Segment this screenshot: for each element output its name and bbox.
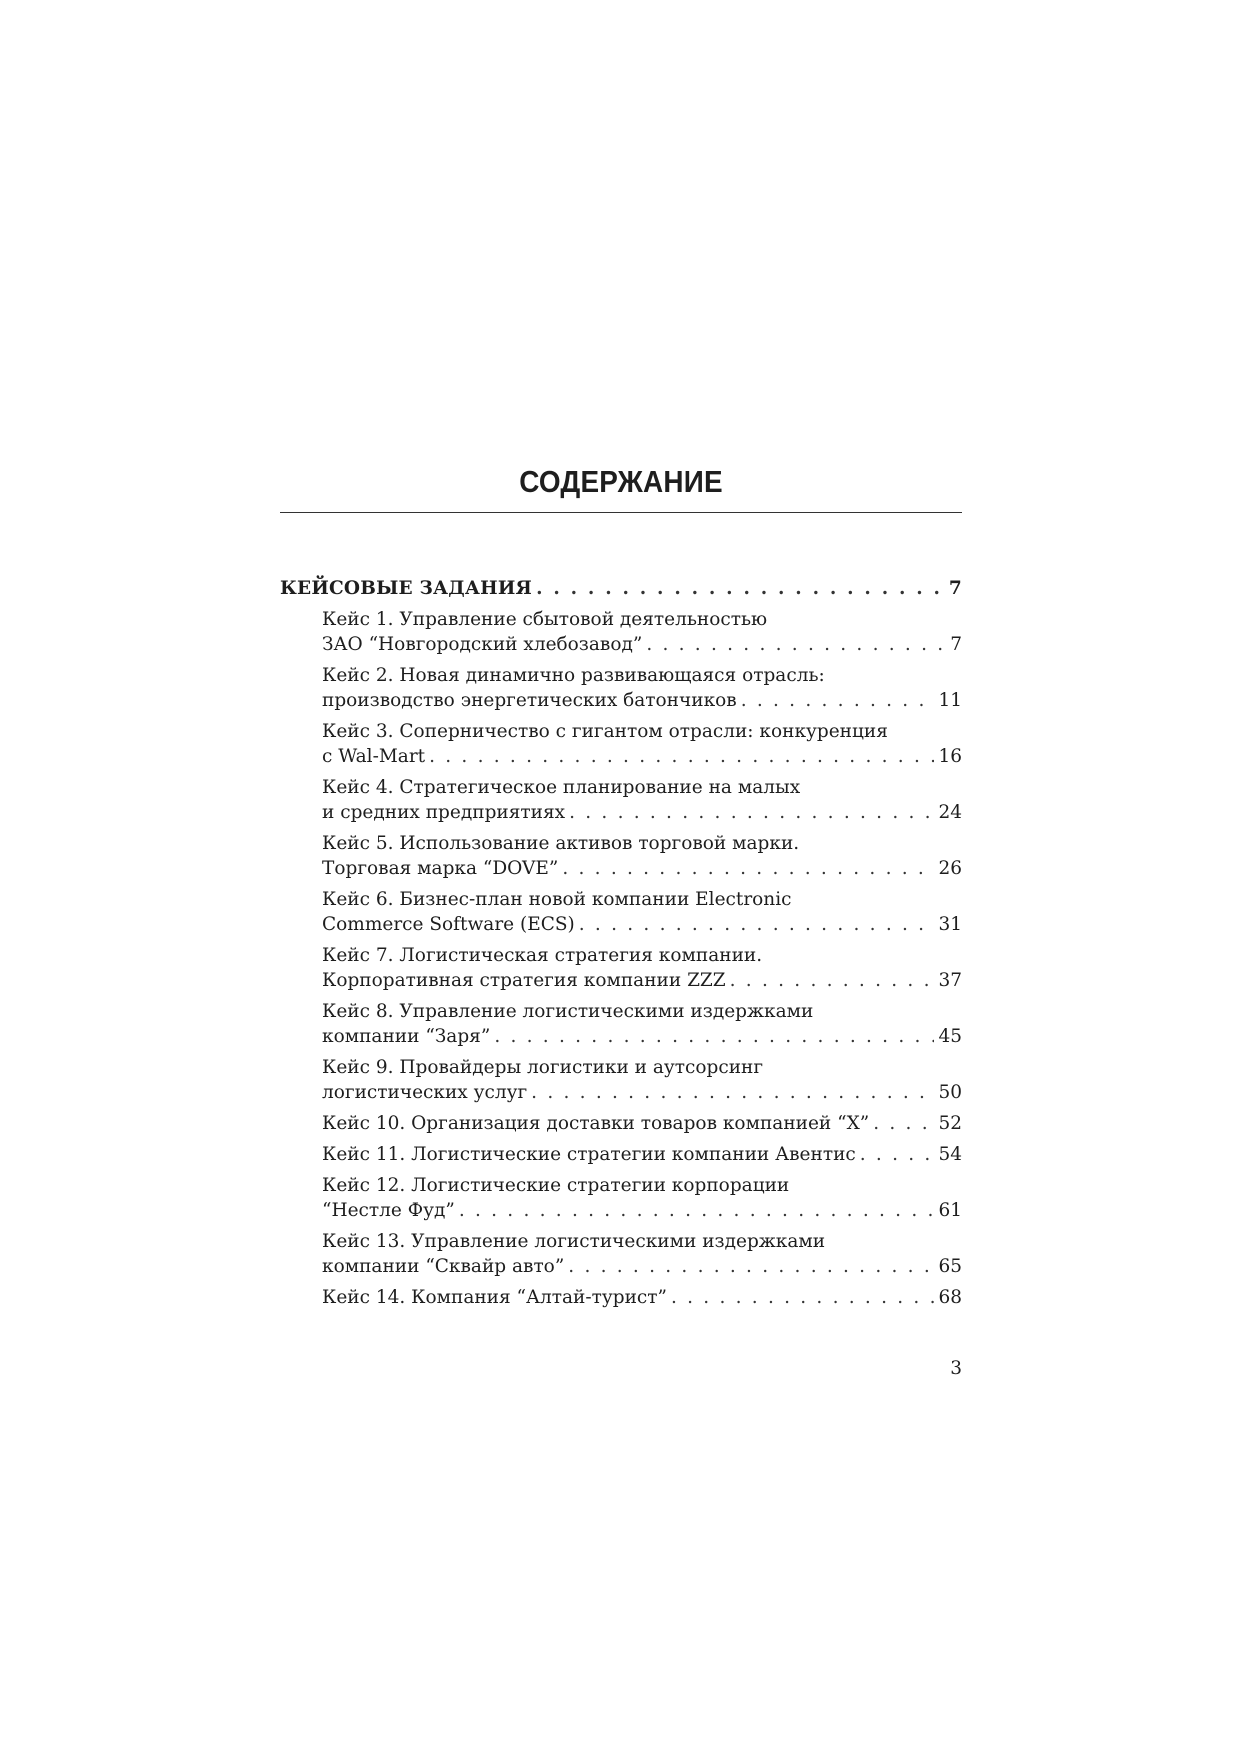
toc-entry[interactable] — [322, 607, 962, 657]
dot-leader — [562, 856, 934, 881]
dot-leader — [873, 1111, 934, 1136]
toc-entry-title-line2: с Wal-Mart — [322, 746, 426, 767]
toc-entry-line — [322, 632, 962, 657]
toc-page-number: 45 — [938, 1026, 962, 1047]
toc-entry-line — [322, 912, 962, 937]
toc-entry-line — [322, 968, 962, 993]
toc-entry-line — [322, 1111, 962, 1136]
toc-entry-title-line2: производство энергетических батончиков — [322, 690, 737, 711]
toc-page-number: 11 — [938, 690, 962, 711]
table-of-contents — [280, 576, 962, 1316]
toc-page-number: 24 — [938, 802, 962, 823]
toc-entry-line — [322, 1024, 962, 1049]
toc-entry-line — [322, 856, 962, 881]
toc-entry-line — [322, 744, 962, 769]
toc-entry-title-line1: Кейс 13. Управление логистическими издержками — [322, 1231, 826, 1252]
dot-leader — [730, 968, 935, 993]
dot-leader — [429, 744, 934, 769]
toc-entry-title-line2: Корпоративная стратегия компании ZZZ — [322, 970, 726, 991]
toc-entry-title: Кейс 14. Компания “Алтай-турист” — [322, 1287, 667, 1308]
dot-leader — [579, 912, 935, 937]
toc-entry-title-line1: Кейс 8. Управление логистическими издержками — [322, 1001, 814, 1022]
toc-entry-line — [322, 1142, 962, 1167]
toc-entry[interactable] — [322, 831, 962, 881]
toc-entry-title-line1: Кейс 5. Использование активов торговой марки. — [322, 833, 800, 854]
toc-entry-title-line2: и средних предприятиях — [322, 802, 566, 823]
toc-entry-title-line2: компании “Заря” — [322, 1026, 491, 1047]
toc-entry-title-line1: Кейс 12. Логистические стратегии корпорации — [322, 1175, 790, 1196]
toc-entry[interactable] — [322, 999, 962, 1049]
toc-page-number: 16 — [938, 746, 962, 767]
dot-leader — [536, 576, 945, 601]
toc-entry-line — [322, 1285, 962, 1310]
toc-entry-title: Кейс 10. Организация доставки товаров компанией “X” — [322, 1113, 870, 1134]
toc-entry[interactable] — [322, 943, 962, 993]
toc-entry-line — [322, 1254, 962, 1279]
toc-page-number: 68 — [938, 1287, 962, 1308]
toc-entry[interactable] — [322, 887, 962, 937]
toc-page-number: 7 — [948, 578, 962, 599]
toc-entry[interactable] — [322, 719, 962, 769]
toc-entry[interactable] — [322, 1173, 962, 1223]
dot-leader — [569, 800, 934, 825]
toc-section-line[interactable] — [280, 576, 962, 601]
page-number: 3 — [950, 1358, 962, 1379]
page-title: СОДЕРЖАНИЕ — [519, 464, 723, 499]
toc-entry[interactable] — [322, 1111, 962, 1136]
toc-entry-title-line1: Кейс 3. Соперничество с гигантом отрасли: конкуренция — [322, 721, 888, 742]
toc-entry[interactable] — [322, 1285, 962, 1310]
toc-page-number: 54 — [938, 1144, 962, 1165]
toc-entry[interactable] — [322, 775, 962, 825]
toc-entry-title-line1: Кейс 2. Новая динамично развивающаяся отрасль: — [322, 665, 825, 686]
toc-page-number: 61 — [938, 1200, 962, 1221]
toc-entry[interactable] — [322, 663, 962, 713]
toc-entry-title-line2: Торговая марка “DOVE” — [322, 858, 559, 879]
toc-entry-title: Кейс 11. Логистические стратегии компании Авентис — [322, 1144, 856, 1165]
toc-entry-title-line1: Кейс 4. Стратегическое планирование на малых — [322, 777, 801, 798]
dot-leader — [459, 1198, 935, 1223]
toc-entry[interactable] — [322, 1142, 962, 1167]
toc-page-number: 26 — [938, 858, 962, 879]
toc-entry-title-line1: Кейс 7. Логистическая стратегия компании. — [322, 945, 763, 966]
toc-page-number: 37 — [938, 970, 962, 991]
dot-leader — [531, 1080, 934, 1105]
toc-entry-line — [322, 1198, 962, 1223]
toc-entry-line — [322, 688, 962, 713]
dot-leader — [568, 1254, 934, 1279]
toc-section — [280, 576, 962, 601]
toc-entry-line — [322, 1080, 962, 1105]
title-divider — [280, 512, 962, 513]
toc-entry-title-line1: Кейс 6. Бизнес-план новой компании Electronic — [322, 889, 792, 910]
toc-entry-title-line2: компании “Сквайр авто” — [322, 1256, 565, 1277]
toc-entry-title-line1: Кейс 9. Провайдеры логистики и аутсорсинг — [322, 1057, 764, 1078]
toc-page-number: 50 — [938, 1082, 962, 1103]
toc-entry[interactable] — [322, 1229, 962, 1279]
toc-entry-line — [322, 800, 962, 825]
toc-page-number: 52 — [938, 1113, 962, 1134]
toc-page-number: 31 — [938, 914, 962, 935]
dot-leader — [671, 1285, 934, 1310]
toc-entry[interactable] — [322, 1055, 962, 1105]
toc-entry-title-line2: логистических услуг — [322, 1082, 528, 1103]
toc-page-number: 7 — [950, 634, 962, 655]
toc-entry-title-line2: Commerce Software (ECS) — [322, 914, 575, 935]
toc-section-title: КЕЙСОВЫЕ ЗАДАНИЯ — [280, 578, 533, 599]
toc-entry-title-line1: Кейс 1. Управление сбытовой деятельностью — [322, 609, 768, 630]
dot-leader — [741, 688, 935, 713]
toc-page-number: 65 — [938, 1256, 962, 1277]
toc-entry-title-line2: ЗАО “Новгородский хлебозавод” — [322, 634, 643, 655]
dot-leader — [860, 1142, 935, 1167]
toc-entry-title-line2: “Нестле Фуд” — [322, 1200, 455, 1221]
dot-leader — [646, 632, 946, 657]
dot-leader — [494, 1024, 934, 1049]
